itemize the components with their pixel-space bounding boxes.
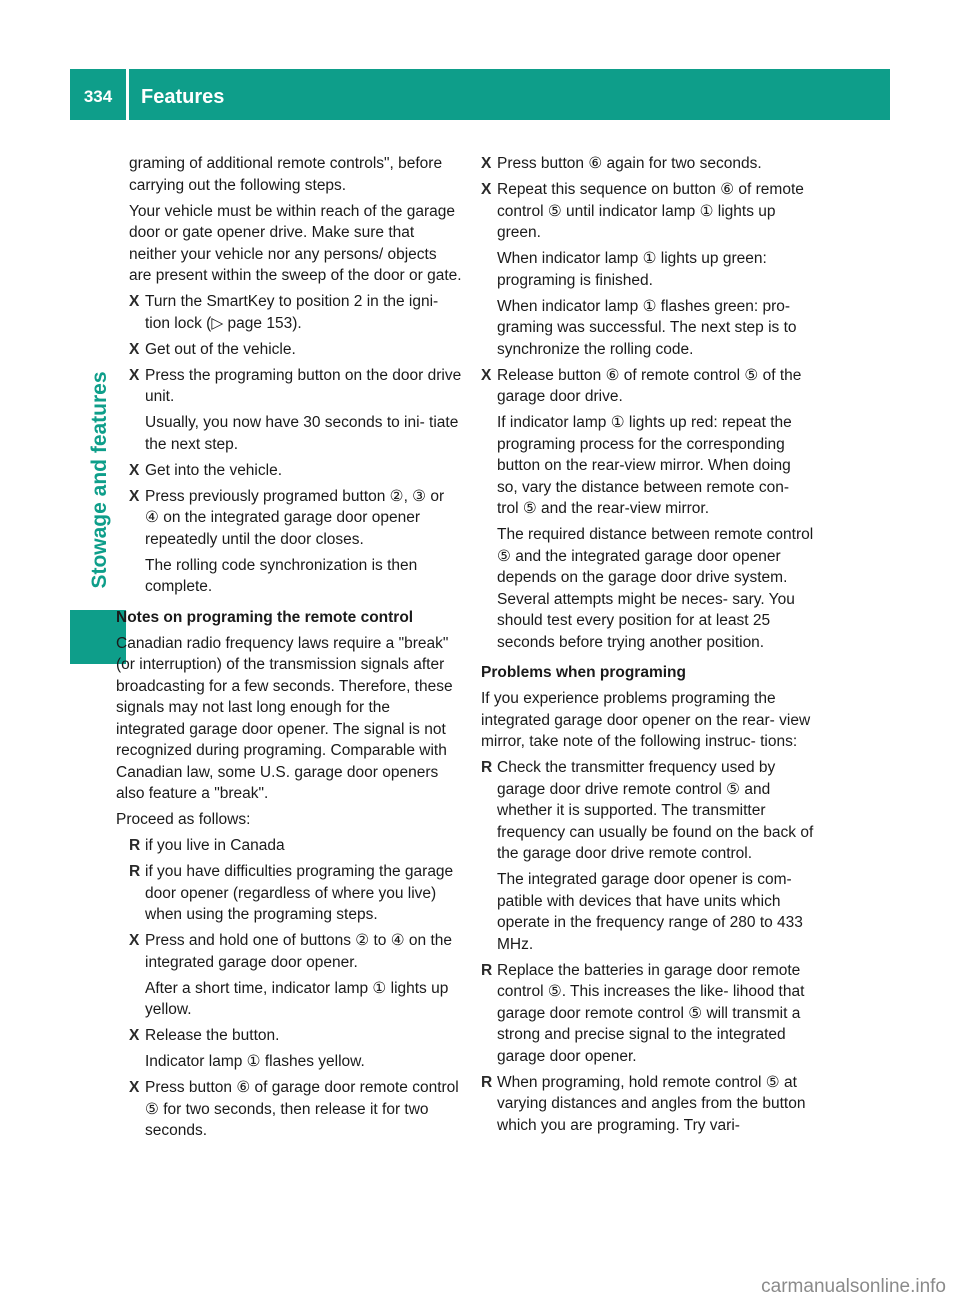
instruction-step: X Press and hold one of buttons ② to ④ on the integrated garage door opener. — [129, 930, 462, 973]
bullet-item: R if you have difficulties programing the garage door opener (regardless of where you live) when using the programing steps. — [129, 861, 462, 926]
subheading: Problems when programing — [481, 664, 686, 681]
paragraph: Your vehicle must be within reach of the garage door or gate opener drive. Make sure that neither your vehicle nor any persons/ objects are present within the sweep of the door or gate. — [129, 202, 462, 284]
side-tab-label: Stowage and features — [88, 371, 111, 589]
instruction-step: X Get out of the vehicle. — [129, 339, 462, 361]
paragraph: Canadian radio frequency laws require a "break" (or interruption) of the transmission signals after broadcasting for a few seconds. Therefore, these signals may not last long enough for the integrated garage door opener. The signal is not recognized during programing. Comparable with Canadian law, some U.S. garage door openers also feature a "break". — [116, 634, 453, 802]
instruction-step: X Press button ⑥ again for two seconds. — [481, 153, 814, 175]
instruction-step: X Repeat this sequence on button ⑥ of remote control ⑤ until indicator lamp ① lights up green. — [481, 179, 814, 244]
paragraph: graming of additional remote controls", before carrying out the following steps. — [129, 155, 443, 194]
section-title: Features — [141, 86, 225, 108]
instruction-step: X Get into the vehicle. — [129, 460, 462, 482]
page-number: 334 — [83, 87, 113, 106]
step-note: When indicator lamp ① flashes green: pro- graming was successful. The next step is to synchronize the rolling code. — [497, 297, 797, 358]
step-note: The required distance between remote control ⑤ and the integrated garage door opener depends on the garage door drive system. Several attempts might be neces- sary. You should test every position for at least 25 seconds before trying another position. — [497, 526, 814, 651]
paragraph: Proceed as follows: — [116, 811, 251, 828]
bullet-item: R if you live in Canada — [129, 835, 462, 857]
instruction-step: X Turn the SmartKey to position 2 in the igni- tion lock (▷ page 153). — [129, 291, 462, 334]
step-note: After a short time, indicator lamp ① lights up yellow. — [145, 979, 449, 1018]
step-note: The rolling code synchronization is then complete. — [145, 556, 418, 595]
header-divider — [126, 69, 129, 120]
right-column — [481, 153, 814, 1141]
bullet-item: R Replace the batteries in garage door remote control ⑤. This increases the like- lihood that garage door remote control ⑤ will transmit a strong and precise signal to the integrated garage door opener. — [481, 960, 814, 1068]
step-note: When indicator lamp ① lights up green: programing is finished. — [497, 250, 767, 289]
instruction-step: X Press the programing button on the door drive unit. — [129, 365, 462, 408]
subheading: Notes on programing the remote control — [116, 608, 414, 626]
bullet-note: The integrated garage door opener is com- patible with devices that have units which operate in the frequency range of 280 to 433 MHz. — [497, 871, 803, 953]
step-note: Indicator lamp ① flashes yellow. — [145, 1053, 365, 1070]
instruction-step: X Release the button. — [129, 1025, 462, 1047]
paragraph: If you experience problems programing the integrated garage door opener on the rear- view mirror, take note of the following instruc- tions: — [481, 690, 811, 750]
bullet-item: R When programing, hold remote control ⑤ at varying distances and angles from the button which you are programing. Try vari- — [481, 1072, 814, 1137]
instruction-step: X Press previously programed button ②, ③ or ④ on the integrated garage door opener repeatedly until the door closes. — [129, 486, 462, 551]
instruction-step: X Press button ⑥ of garage door remote control ⑤ for two seconds, then release it for two seconds. — [129, 1077, 462, 1142]
left-column — [116, 153, 462, 1146]
bullet-item: R Check the transmitter frequency used by garage door drive remote control ⑤ and whether it is supported. The transmitter frequency can usually be found on the back of the garage door drive remote control. — [481, 757, 814, 865]
step-note: Usually, you now have 30 seconds to ini- tiate the next step. — [145, 414, 459, 453]
instruction-step: X Release button ⑥ of remote control ⑤ of the garage door drive. — [481, 365, 814, 408]
step-note: If indicator lamp ① lights up red: repeat the programing process for the corresponding button on the rear-view mirror. When doing so, vary the distance between remote con- trol ⑤ and the rear-view mirror. — [497, 414, 792, 517]
footer-watermark: carmanualsonline.info — [761, 1276, 946, 1297]
